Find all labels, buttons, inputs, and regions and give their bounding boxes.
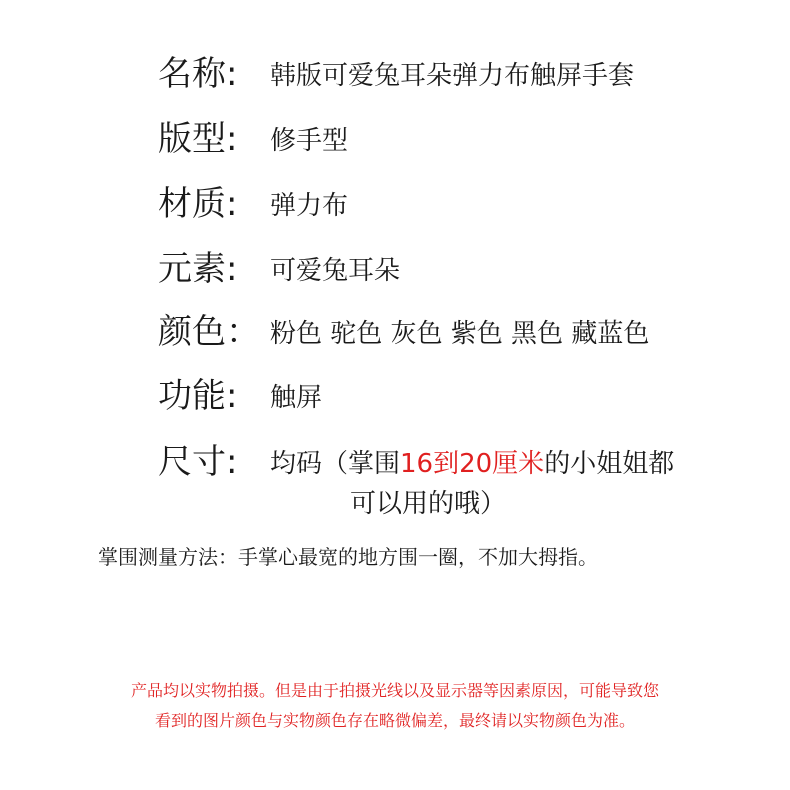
spec-row-function	[0, 376, 790, 426]
spec-row-fit	[0, 119, 790, 169]
spec-value-name: 韩版可爱兔耳朵弹力布触屏手套	[270, 61, 635, 91]
spec-value-color: 粉色 驼色 灰色 紫色 黑色 藏蓝色	[270, 319, 650, 349]
disclaimer-line-2: 看到的图片颜色与实物颜色存在略微偏差，最终请以实物颜色为准。	[154, 711, 635, 730]
spec-label-fit: 版型:	[158, 119, 238, 159]
spec-value-element: 可爱兔耳朵	[270, 256, 401, 286]
spec-label-size: 尺寸:	[158, 442, 238, 482]
spec-label-material: 材质:	[158, 184, 238, 224]
spec-label-color: 颜色：	[158, 312, 260, 352]
spec-value-function: 触屏	[270, 383, 323, 413]
measure-note: 掌围测量方法：手掌心最宽的地方围一圈，不加大拇指。	[98, 545, 598, 569]
spec-value-material: 弹力布	[270, 191, 349, 221]
disclaimer-line-1: 产品均以实物拍摄。但是由于拍摄光线以及显示器等因素原因，可能导致您	[130, 681, 659, 700]
size-value-continued: 可以用的哦）	[350, 489, 507, 519]
spec-label-name: 名称:	[158, 54, 238, 94]
spec-row-material	[0, 184, 790, 234]
size-suffix: 的小姐姐都	[544, 449, 675, 479]
spec-label-element: 元素:	[158, 249, 238, 289]
spec-value-fit: 修手型	[270, 126, 349, 156]
spec-value-size	[270, 444, 674, 484]
spec-row-color	[0, 312, 790, 362]
spec-row-element	[0, 249, 790, 299]
spec-label-function: 功能:	[158, 376, 238, 416]
size-prefix: 均码（掌围	[270, 449, 401, 479]
spec-row-name	[0, 54, 790, 104]
size-highlight: 16到20厘米	[400, 449, 545, 479]
